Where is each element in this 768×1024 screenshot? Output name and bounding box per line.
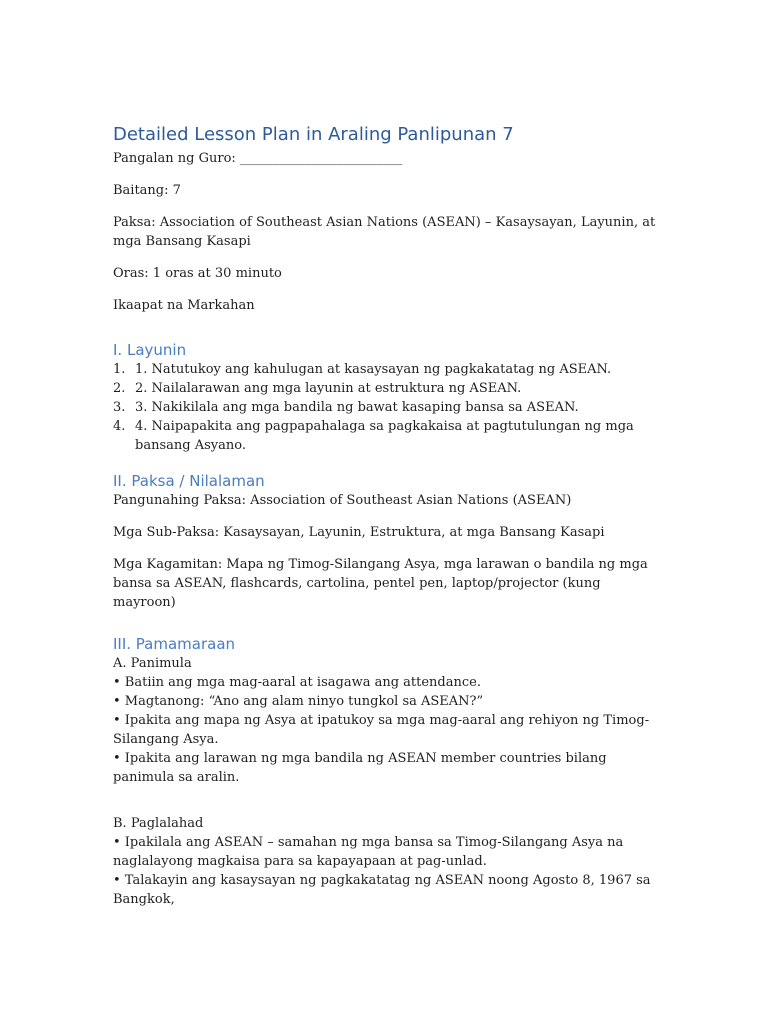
bullet-item: • Ipakita ang larawan ng mga bandila ng ASEAN member countries bilang panimula sa aralin. [113,751,607,785]
subtopics-line: Mga Sub-Paksa: Kasaysayan, Layunin, Estruktura, at mga Bansang Kasapi [113,525,605,540]
presentation-bullet-list [113,833,658,909]
objectives-list [113,360,658,455]
time-line: Oras: 1 oras at 30 minuto [113,266,282,281]
main-topic-line: Pangunahing Paksa: Association of Southeast Asian Nations (ASEAN) [113,493,572,508]
list-item [113,398,658,417]
materials-line: Mga Kagamitan: Mapa ng Timog-Silangang Asya, mga larawan o bandila ng mga bansa sa ASEAN, flashcards, cartolina, pentel pen, laptop/projector (kung mayroon) [113,557,648,610]
topic-line: Paksa: Association of Southeast Asian Nations (ASEAN) – Kasaysayan, Layunin, at mga Bansang Kasapi [113,215,656,249]
list-text: 3. Nakikilala ang mga bandila ng bawat kasaping bansa sa ASEAN. [135,400,579,415]
section-heading-objectives: I. Layunin [113,341,187,359]
document-title: Detailed Lesson Plan in Araling Panlipunan 7 [113,124,514,145]
section-heading-subject: II. Paksa / Nilalaman [113,472,265,490]
list-number: 3. [113,400,126,415]
document-body [113,124,658,909]
subsection-label-b: B. Paglalahad [113,816,204,831]
list-number: 2. [113,381,126,396]
list-number: 1. [113,362,126,377]
bullet-item: • Ipakilala ang ASEAN – samahan ng mga bansa sa Timog-Silangang Asya na naglalayong magkaisa para sa kapayapaan at pag-unlad. [113,835,624,869]
bullet-item: • Batiin ang mga mag-aaral at isagawa ang attendance. [113,675,481,690]
subsection-label-a: A. Panimula [113,656,192,671]
list-text: 1. Natutukoy ang kahulugan at kasaysayan ng pagkakatatag ng ASEAN. [135,362,612,377]
list-item [113,379,658,398]
list-text: 2. Nailalarawan ang mga layunin at estruktura ng ASEAN. [135,381,522,396]
bullet-item: • Magtanong: “Ano ang alam ninyo tungkol sa ASEAN?” [113,694,484,709]
list-text: 4. Naipapakita ang pagpapahalaga sa pagkakaisa at pagtutulungan ng mga bansang Asyano. [135,419,634,453]
intro-bullet-list [113,673,658,787]
list-item [113,417,658,455]
quarter-line: Ikaapat na Markahan [113,298,255,313]
bullet-item: • Talakayin ang kasaysayan ng pagkakatatag ng ASEAN noong Agosto 8, 1967 sa Bangkok, [113,873,651,907]
bullet-item: • Ipakita ang mapa ng Asya at ipatukoy sa mga mag-aaral ang rehiyon ng Timog-Silangang Asya. [113,713,650,747]
teacher-name-line: Pangalan ng Guro: _________________________ [113,151,403,166]
grade-line: Baitang: 7 [113,183,181,198]
list-item [113,360,658,379]
section-heading-procedure: III. Pamamaraan [113,635,236,653]
list-number: 4. [113,419,126,434]
